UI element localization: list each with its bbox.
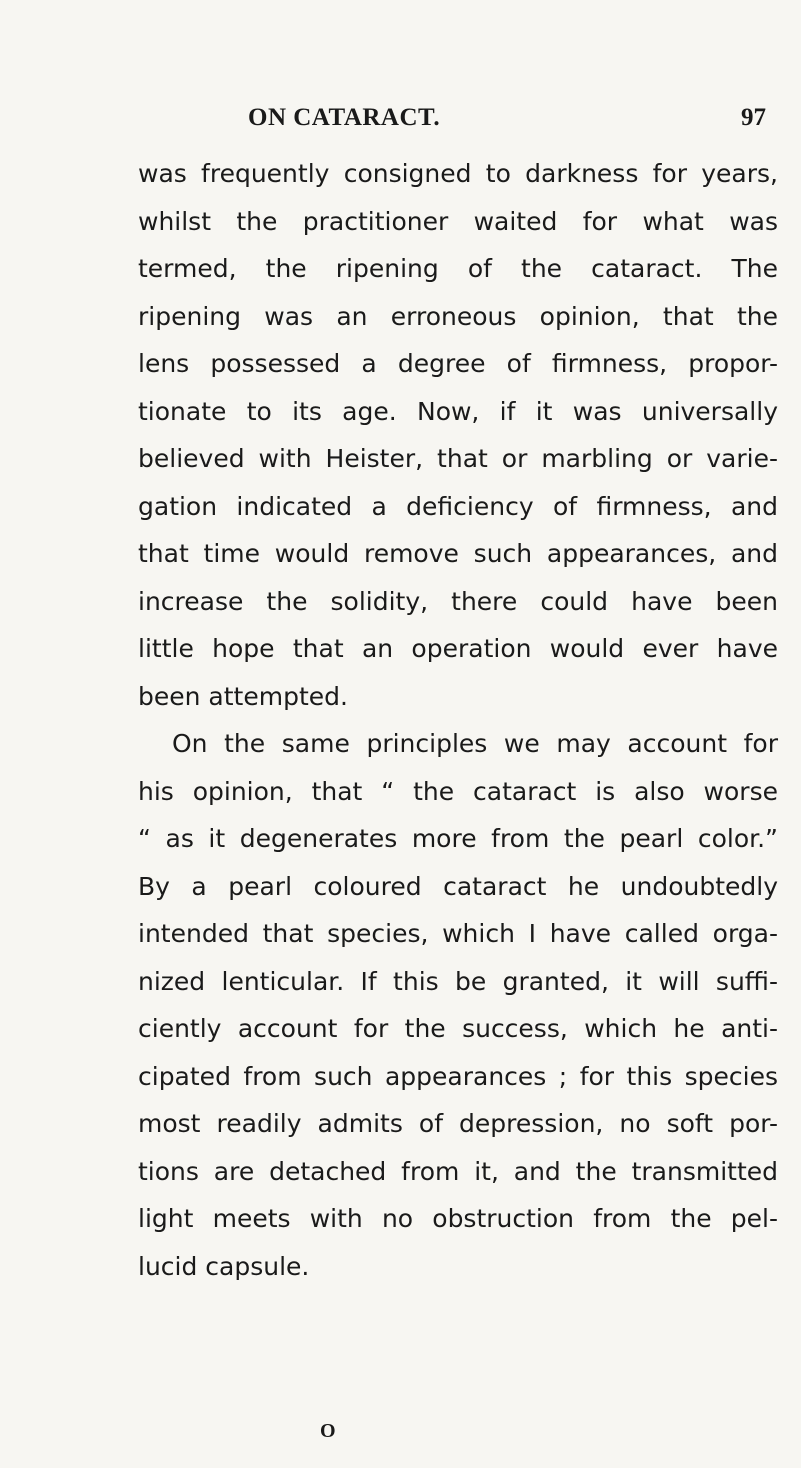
text-line: been attempted. — [138, 681, 348, 711]
text-line: tions are detached from it, and the transmitted — [138, 1156, 778, 1186]
body-text — [138, 150, 778, 1290]
text-line: By a pearl coloured cataract he undoubtedly — [138, 871, 778, 901]
text-line: termed, the ripening of the cataract. The — [138, 254, 778, 283]
text-line: nized lenticular. If this be granted, it will suffi- — [138, 966, 778, 996]
text-line: lucid capsule. — [138, 1251, 310, 1281]
text-line: his opinion, that “ the cataract is also worse — [138, 776, 778, 806]
text-line: light meets with no obstruction from the pel- — [138, 1204, 778, 1233]
text-line: was frequently consigned to darkness for years, — [138, 159, 778, 188]
text-line: cipated from such appearances ; for this species — [138, 1061, 778, 1091]
text-line: increase the solidity, there could have been — [138, 586, 778, 616]
text-line: On the same principles we may account for — [172, 729, 778, 758]
text-line: ciently account for the success, which he anti- — [138, 1014, 778, 1043]
running-head: ON CATARACT. — [248, 104, 441, 131]
text-line: most readily admits of depression, no soft por- — [138, 1109, 778, 1138]
page-number: 97 — [741, 104, 766, 131]
paragraph-2 — [138, 720, 778, 1290]
text-line: whilst the practitioner waited for what was — [138, 206, 778, 236]
signature-mark: O — [320, 1420, 336, 1442]
text-line: intended that species, which I have called orga- — [138, 919, 778, 948]
text-line: gation indicated a deficiency of firmness, and — [138, 491, 778, 521]
text-line: lens possessed a degree of firmness, propor- — [138, 349, 778, 378]
text-line: “ as it degenerates more from the pearl color.” — [138, 824, 778, 853]
text-line: little hope that an operation would ever have — [138, 634, 778, 663]
text-line: believed with Heister, that or marbling or varie- — [138, 444, 778, 473]
text-line: tionate to its age. Now, if it was universally — [138, 396, 778, 426]
text-line: that time would remove such appearances, and — [138, 539, 778, 568]
page-header — [248, 104, 778, 140]
paragraph-1 — [138, 150, 778, 720]
text-line: ripening was an erroneous opinion, that the — [138, 301, 778, 331]
